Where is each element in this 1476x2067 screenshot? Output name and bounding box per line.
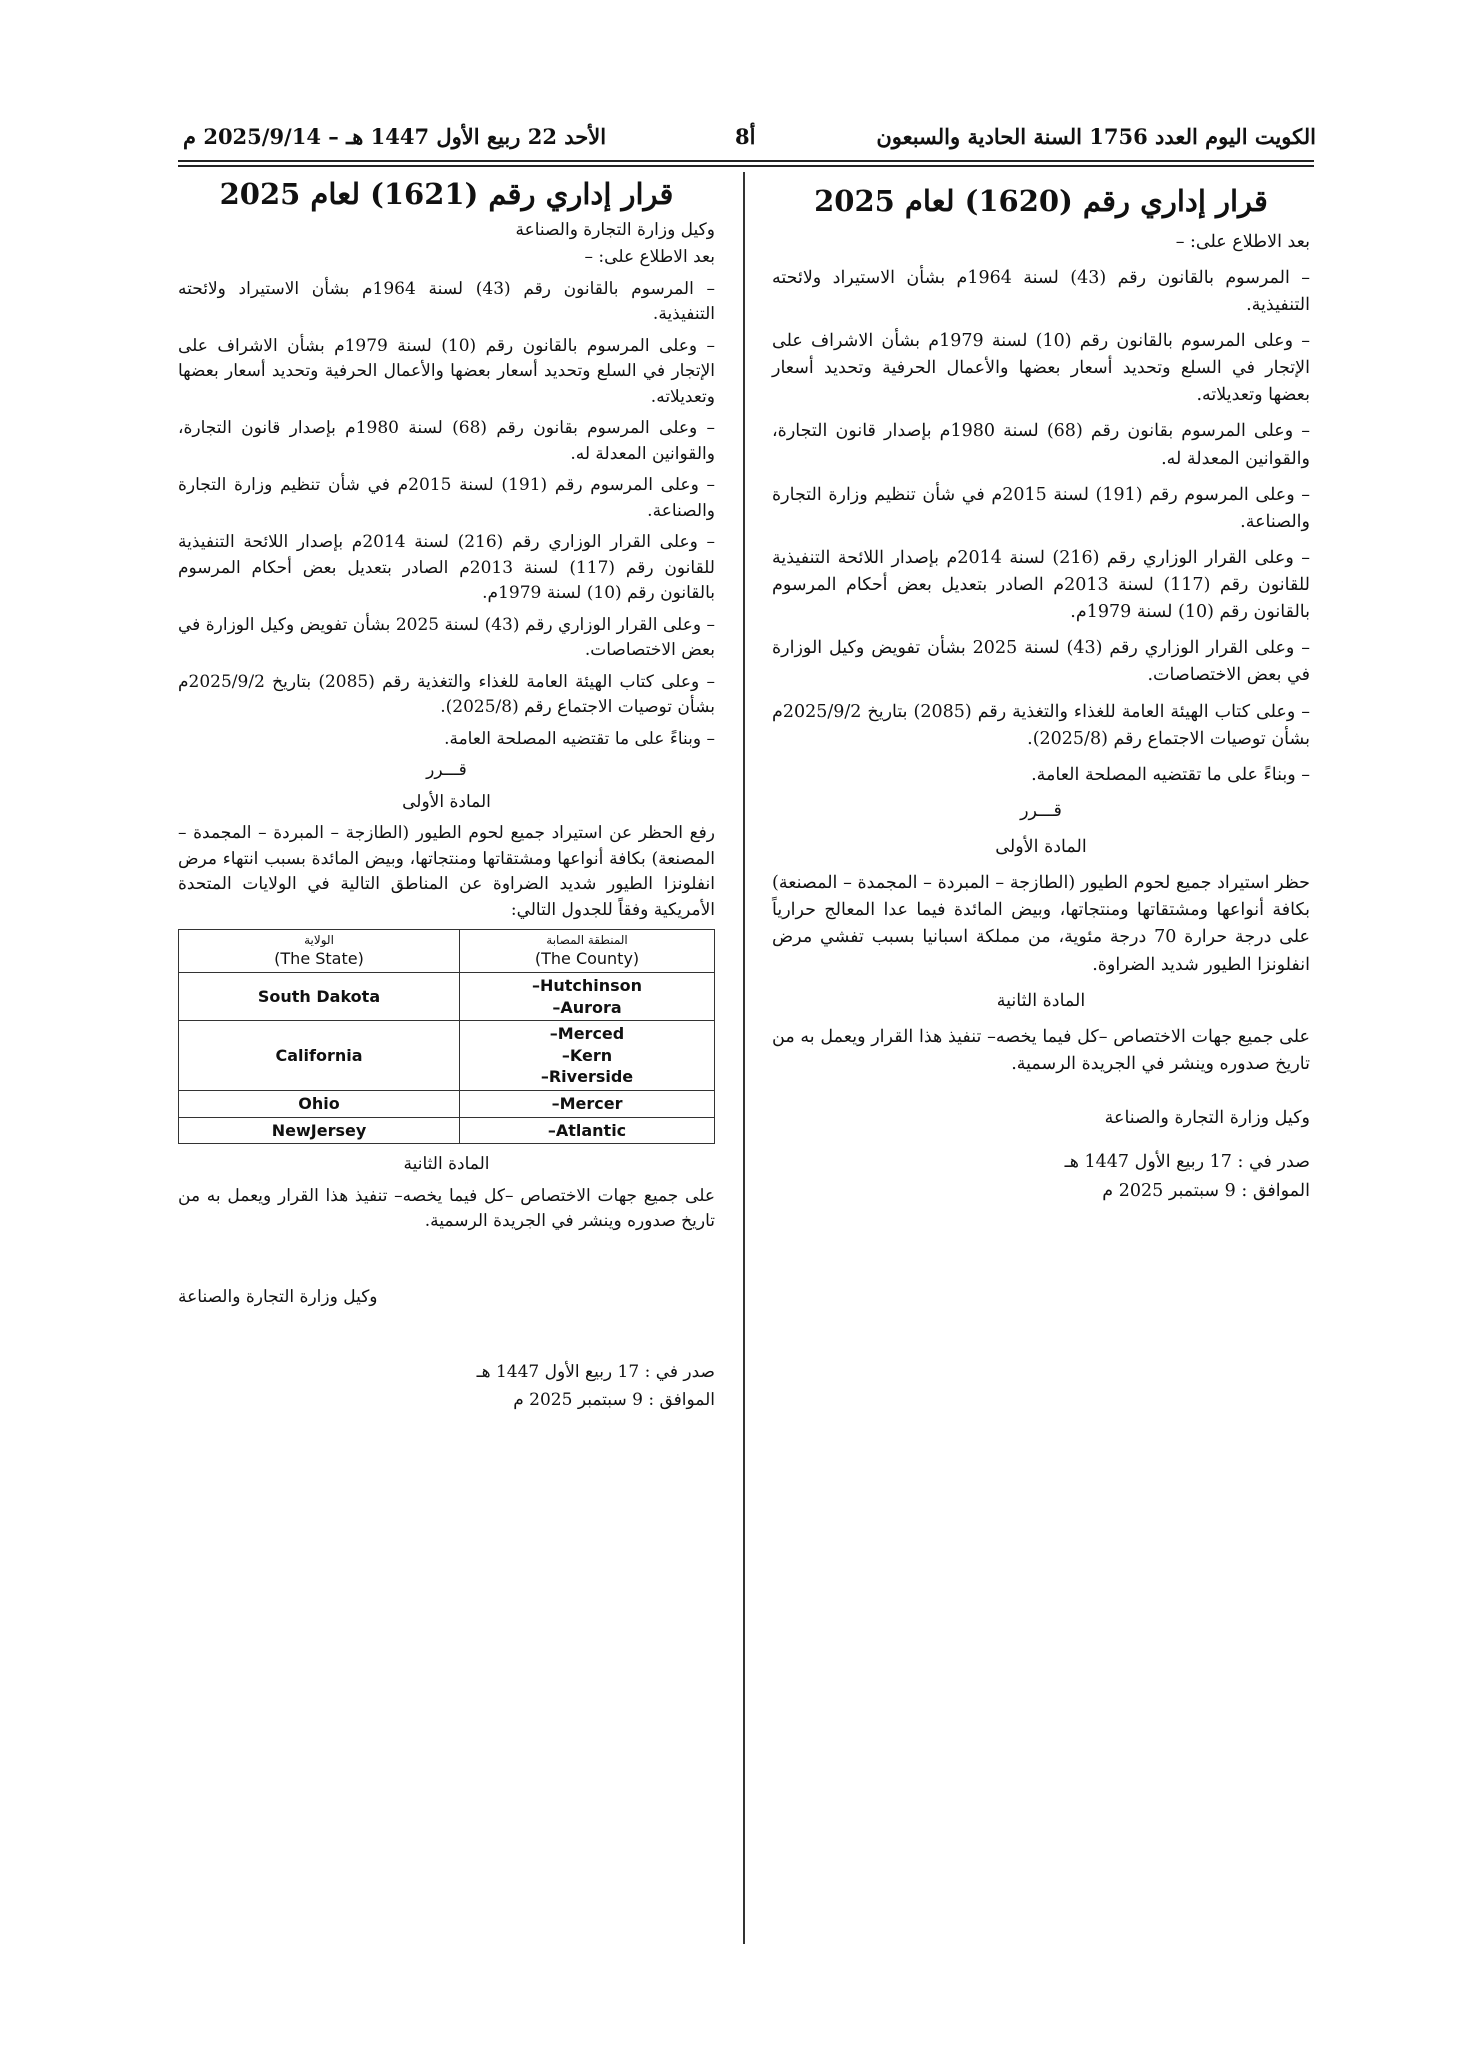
- preamble-item: – وعلى القرار الوزاري رقم (216) لسنة 2014م بإصدار اللائحة التنفيذية للقانون رقم (117) لسنة 2013م الصادر بتعديل بعض أحكام المرسوم بالقانون رقم (10) لسنة 1979م.: [772, 547, 1310, 623]
- table-row: [179, 972, 715, 1020]
- article-1-text: حظر استيراد جميع لحوم الطيور (الطازجة – المبردة – المجمدة – المصنعة) بكافة أنواعها ومشتقاتها ومنتجاتها، وبيض المائدة فيما عدا المعالج حرارياً على درجة حرارة 70 درجة مئوية، من مملكة اسبانيا بسبب تفشي مرض انفلونزا الطيور شديد الضراوة.: [772, 873, 1310, 975]
- issued-date-gregorian: الموافق : 9 سبتمبر 2025 م: [513, 1389, 715, 1410]
- issuer-text: وكيل وزارة التجارة والصناعة: [515, 219, 715, 240]
- preamble-item: – وعلى المرسوم رقم (191) لسنة 2015م في شأن تنظيم وزارة التجارة والصناعة.: [772, 484, 1310, 532]
- county-cell: Riverside–: [540, 1067, 634, 1087]
- header-page-number: أ8: [735, 124, 756, 149]
- issued-date-hijri: صدر في : 17 ربيع الأول 1447 هـ: [476, 1362, 715, 1383]
- preamble-item: – وعلى القرار الوزاري رقم (216) لسنة 2014م بإصدار اللائحة التنفيذية للقانون رقم (117) لسنة 2013م الصادر بتعديل بعض أحكام المرسوم بالقانون رقم (10) لسنة 1979م.: [178, 532, 716, 604]
- intro-text: بعد الاطلاع على: –: [1175, 231, 1310, 252]
- table-row: [179, 1021, 715, 1091]
- header-issue-info: الكويت اليوم العدد 1756 السنة الحادية والسبعون: [876, 124, 1316, 149]
- county-cell: Hutchinson–: [531, 975, 643, 995]
- preamble-item: – وعلى القرار الوزاري رقم (43) لسنة 2025 بشأن تفويض وكيل الوزارة في بعض الاختصاصات.: [178, 614, 715, 661]
- spacer: [178, 1316, 715, 1360]
- article-1-heading: المادة الأولى: [402, 791, 491, 812]
- article-2-text: على جميع جهات الاختصاص –كل فيما يخصه– تنفيذ هذا القرار ويعمل به من تاريخ صدوره وينشر في الجريدة الرسمية.: [772, 1026, 1310, 1074]
- county-cell: Mercer–: [460, 1090, 715, 1117]
- preamble-item: – المرسوم بالقانون رقم (43) لسنة 1964م بشأن الاستيراد ولائحته التنفيذية.: [178, 278, 715, 325]
- decided-heading: قـــرر: [426, 760, 467, 781]
- preamble-item: – وبناءً على ما تقتضيه المصلحة العامة.: [444, 728, 715, 749]
- county-cell: Merced–: [549, 1024, 625, 1044]
- preamble-item: – وعلى كتاب الهيئة العامة للغذاء والتغذية رقم (2085) بتاريخ 2025/9/2م بشأن توصيات الاجتماع رقم (2025/8).: [178, 671, 715, 718]
- decision-1621-title: قرار إداري رقم (1621) لعام 2025: [219, 177, 674, 211]
- preamble-item: – وعلى المرسوم بالقانون رقم (10) لسنة 1979م بشأن الاشراف على الإتجار في السلع وتحديد أسعار بعضها والأعمال الحرفية وتحديد أسعار بعضها وتعديلاته.: [772, 331, 1310, 406]
- decided-heading: قـــرر: [1020, 800, 1062, 821]
- header-date: الأحد 22 ربيع الأول 1447 هـ – 2025/9/14 م: [183, 124, 607, 149]
- county-cell: Atlantic–: [460, 1117, 715, 1144]
- state-cell: South Dakota: [179, 972, 460, 1020]
- signer: وكيل وزارة التجارة والصناعة: [1104, 1108, 1310, 1129]
- intro-text: بعد الاطلاع على: –: [584, 247, 715, 268]
- decision-1620-column: [772, 183, 1310, 1214]
- table-row: [179, 1090, 715, 1117]
- article-2-heading: المادة الثانية: [996, 990, 1086, 1011]
- decision-1621-column: [178, 176, 715, 1419]
- preamble-item: – وعلى المرسوم بالقانون رقم (10) لسنة 1979م بشأن الاشراف على الإتجار في السلع وتحديد أسعار بعضها والأعمال الحرفية وتحديد أسعار بعضها وتعديلاته.: [178, 335, 715, 407]
- county-column-header: المنطقة المصابة (The County): [460, 930, 715, 973]
- article-1-heading: المادة الأولى: [995, 837, 1087, 858]
- preamble-item: – وعلى القرار الوزاري رقم (43) لسنة 2025 بشأن تفويض وكيل الوزارة في بعض الاختصاصات.: [772, 638, 1310, 686]
- header-rule: [178, 160, 1314, 162]
- signer: وكيل وزارة التجارة والصناعة: [178, 1286, 378, 1307]
- article-1-text: رفع الحظر عن استيراد جميع لحوم الطيور (الطازجة – المبردة – المجمدة – المصنعة) بكافة أنواعها ومشتقاتها ومنتجاتها، وبيض المائدة بسبب انتهاء مرض انفلونزا الطيور شديد الضراوة عن المناطق التالية في الولايات المتحدة الأمريكية وفقاً للجدول التالي:: [178, 823, 715, 920]
- preamble-item: – وبناءً على ما تقتضيه المصلحة العامة.: [1031, 764, 1310, 785]
- preamble-item: – وعلى كتاب الهيئة العامة للغذاء والتغذية رقم (2085) بتاريخ 2025/9/2م بشأن توصيات الاجتماع رقم (2025/8).: [772, 701, 1310, 749]
- column-divider: [743, 172, 745, 1944]
- affected-areas-table: [178, 929, 715, 1144]
- decision-1620-title: قرار إداري رقم (1620) لعام 2025: [814, 184, 1268, 218]
- header-rule-secondary: [178, 165, 1314, 167]
- preamble-item: – وعلى المرسوم بقانون رقم (68) لسنة 1980م بإصدار قانون التجارة، والقوانين المعدلة له.: [178, 418, 715, 464]
- spacer: [178, 1241, 715, 1285]
- state-column-header: الولاية (The State): [179, 930, 460, 973]
- table-header-row: [179, 930, 715, 973]
- state-cell: Ohio: [179, 1090, 460, 1117]
- article-2-text: على جميع جهات الاختصاص –كل فيما يخصه– تنفيذ هذا القرار ويعمل به من تاريخ صدوره وينشر في الجريدة الرسمية.: [178, 1185, 715, 1232]
- state-cell: California: [179, 1021, 460, 1091]
- issued-date-gregorian: الموافق : 9 سبتمبر 2025 م: [1102, 1181, 1310, 1202]
- spacer: [772, 1087, 1310, 1105]
- table-row: [179, 1117, 715, 1144]
- preamble-item: – وعلى المرسوم رقم (191) لسنة 2015م في شأن تنظيم وزارة التجارة والصناعة.: [178, 475, 716, 521]
- issued-date-hijri: صدر في : 17 ربيع الأول 1447 هـ: [1064, 1152, 1310, 1173]
- state-cell: NewJersey: [179, 1117, 460, 1144]
- preamble-item: – وعلى المرسوم بقانون رقم (68) لسنة 1980م بإصدار قانون التجارة، والقوانين المعدلة له.: [772, 421, 1311, 469]
- county-cell: Aurora–: [552, 997, 622, 1017]
- article-2-heading: المادة الثانية: [403, 1154, 490, 1175]
- county-cell: Kern–: [561, 1045, 613, 1065]
- preamble-item: – المرسوم بالقانون رقم (43) لسنة 1964م بشأن الاستيراد ولائحته التنفيذية.: [772, 267, 1310, 315]
